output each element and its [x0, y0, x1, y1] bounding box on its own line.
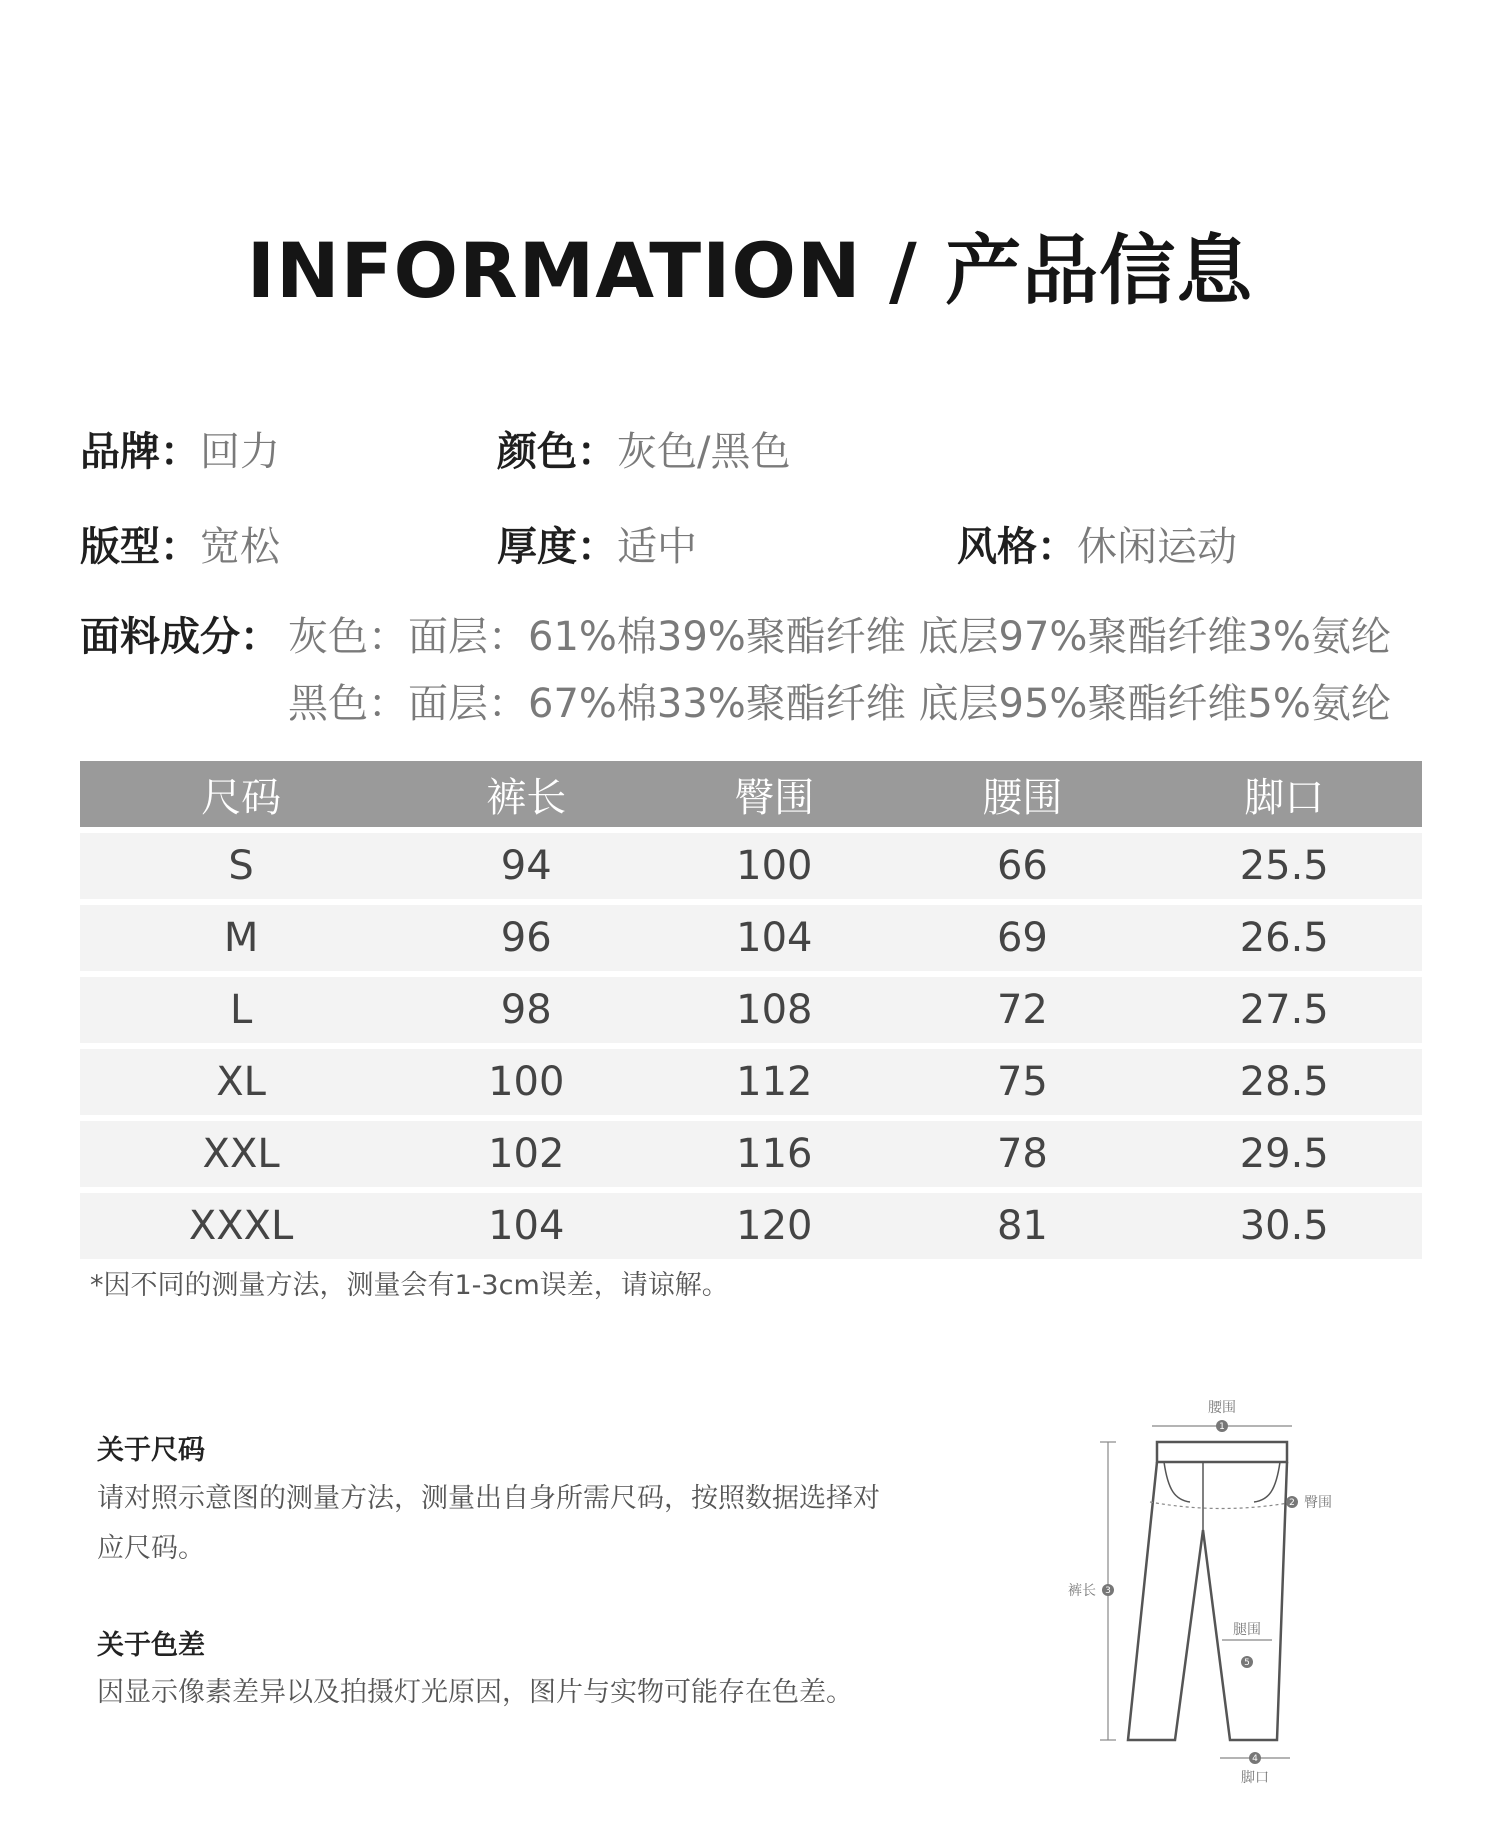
- thickness-value: 适中: [617, 524, 697, 570]
- table-cell: 96: [402, 905, 650, 971]
- thigh-label: 腿围: [1233, 1622, 1261, 1638]
- header-hip: 臀围: [650, 761, 898, 827]
- table-cell: 28.5: [1146, 1049, 1422, 1115]
- table-cell: 66: [898, 833, 1146, 899]
- fabric-composition: [80, 605, 1391, 727]
- marker-number-4: 4: [1252, 1754, 1258, 1764]
- table-row: [80, 1121, 1422, 1187]
- fabric-line-black: 黑色：面层：67%棉33%聚酯纤维 底层95%聚酯纤维5%氨纶: [288, 681, 1391, 727]
- fit-label: 版型：: [80, 524, 200, 570]
- color-label: 颜色：: [497, 429, 617, 475]
- header-length: 裤长: [402, 761, 650, 827]
- fabric-label: 面料成分：: [80, 614, 280, 660]
- style-attribute: [957, 515, 1237, 572]
- table-cell: 78: [898, 1121, 1146, 1187]
- table-row: [80, 1049, 1422, 1115]
- table-cell: 75: [898, 1049, 1146, 1115]
- table-cell: 69: [898, 905, 1146, 971]
- color-section-heading: 关于色差: [97, 1630, 205, 1661]
- brand-attribute: [80, 420, 280, 477]
- table-cell: 94: [402, 833, 650, 899]
- table-cell: S: [80, 833, 402, 899]
- table-cell: 104: [650, 905, 898, 971]
- table-cell: XXXL: [80, 1193, 402, 1259]
- table-cell: 72: [898, 977, 1146, 1043]
- table-cell: L: [80, 977, 402, 1043]
- marker-numbers: [1105, 1422, 1295, 1764]
- fabric-line-gray: 灰色：面层：61%棉39%聚酯纤维 底层97%聚酯纤维3%氨纶: [288, 614, 1391, 660]
- marker-number-2: 2: [1289, 1498, 1295, 1508]
- pants-measurement-diagram: [1040, 1390, 1380, 1790]
- table-cell: 30.5: [1146, 1193, 1422, 1259]
- color-section-text: 因显示像素差异以及拍摄灯光原因，图片与实物可能存在色差。: [97, 1677, 853, 1708]
- table-row: [80, 977, 1422, 1043]
- table-header-row: [80, 761, 1422, 827]
- header-waist: 腰围: [898, 761, 1146, 827]
- table-row: [80, 1193, 1422, 1259]
- fit-attribute: [80, 515, 280, 572]
- measurement-note: *因不同的测量方法，测量会有1-3cm误差，请谅解。: [90, 1270, 729, 1301]
- table-cell: 27.5: [1146, 977, 1422, 1043]
- brand-value: 回力: [200, 429, 280, 475]
- color-value: 灰色/黑色: [617, 429, 791, 475]
- table-cell: XXL: [80, 1121, 402, 1187]
- size-table: [80, 755, 1422, 1265]
- measure-lines: [1100, 1426, 1294, 1758]
- table-cell: 112: [650, 1049, 898, 1115]
- fit-value: 宽松: [200, 524, 280, 570]
- marker-number-1: 1: [1219, 1422, 1225, 1432]
- table-row: [80, 905, 1422, 971]
- hip-label: 臀围: [1304, 1495, 1332, 1511]
- size-section-heading: 关于尺码: [97, 1435, 205, 1466]
- pants-outline: [1128, 1442, 1287, 1740]
- table-cell: XL: [80, 1049, 402, 1115]
- hem-label: 脚口: [1241, 1770, 1269, 1786]
- marker-number-3: 3: [1105, 1586, 1111, 1596]
- table-row: [80, 833, 1422, 899]
- style-label: 风格：: [957, 524, 1077, 570]
- page-title: INFORMATION / 产品信息: [246, 226, 1254, 315]
- header-hem: 脚口: [1146, 761, 1422, 827]
- table-cell: 25.5: [1146, 833, 1422, 899]
- thickness-attribute: [497, 515, 697, 572]
- table-cell: M: [80, 905, 402, 971]
- brand-label: 品牌：: [80, 429, 200, 475]
- table-cell: 104: [402, 1193, 650, 1259]
- size-section-text: 请对照示意图的测量方法，测量出自身所需尺码，按照数据选择对应尺码。: [97, 1483, 880, 1564]
- table-cell: 100: [650, 833, 898, 899]
- marker-number-5: 5: [1244, 1658, 1250, 1668]
- table-cell: 102: [402, 1121, 650, 1187]
- thickness-label: 厚度：: [497, 524, 617, 570]
- header-size: 尺码: [80, 761, 402, 827]
- table-cell: 81: [898, 1193, 1146, 1259]
- table-cell: 26.5: [1146, 905, 1422, 971]
- style-value: 休闲运动: [1077, 524, 1237, 570]
- table-cell: 100: [402, 1049, 650, 1115]
- table-cell: 108: [650, 977, 898, 1043]
- table-cell: 120: [650, 1193, 898, 1259]
- length-label: 裤长: [1068, 1583, 1096, 1599]
- table-cell: 116: [650, 1121, 898, 1187]
- color-attribute: [497, 420, 790, 477]
- table-cell: 29.5: [1146, 1121, 1422, 1187]
- table-cell: 98: [402, 977, 650, 1043]
- waist-label: 腰围: [1208, 1400, 1236, 1416]
